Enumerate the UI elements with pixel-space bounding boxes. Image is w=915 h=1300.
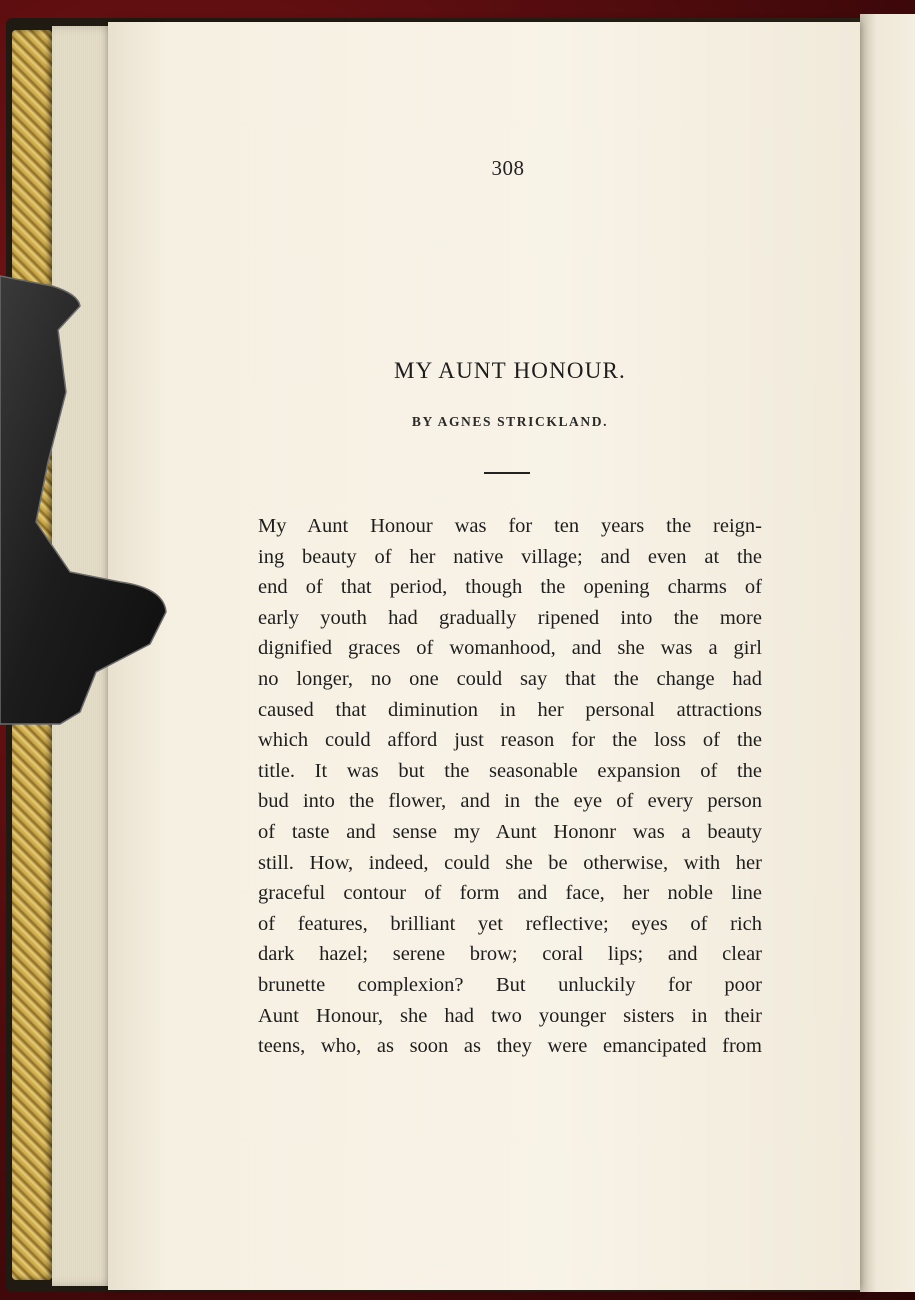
text-line: end of that period, though the opening charms of [258, 576, 762, 599]
text-line: of taste and sense my Aunt Hononr was a beauty [258, 820, 762, 843]
text-line: of features, brilliant yet reflective; eyes of rich [258, 912, 762, 935]
title-divider-rule [484, 472, 530, 474]
text-line: ing beauty of her native village; and even at the [258, 545, 762, 568]
text-line: bud into the flower, and in the eye of every person [258, 790, 762, 813]
text-line: which could afford just reason for the loss of the [258, 729, 762, 752]
text-line: dignified graces of womanhood, and she was a girl [258, 637, 762, 660]
text-line: still. How, indeed, could she be otherwise, with her [258, 851, 762, 874]
text-line: teens, who, as soon as they were emancipated from [258, 1035, 762, 1058]
text-line: Aunt Honour, she had two younger sisters in their [258, 1004, 762, 1027]
text-line: caused that diminution in her personal attractions [258, 698, 762, 721]
facing-page-edge [860, 14, 915, 1292]
page-number: 308 [491, 156, 525, 180]
text-line: title. It was but the seasonable expansion of the [258, 759, 762, 782]
text-line: brunette complexion? But unluckily for poor [258, 973, 762, 996]
chapter-title: MY AUNT HONOUR. [393, 358, 627, 383]
text-line: dark hazel; serene brow; coral lips; and clear [258, 943, 762, 966]
body-text [258, 511, 762, 1062]
text-line: My Aunt Honour was for ten years the reign- [258, 515, 762, 537]
author-byline: BY AGNES STRICKLAND. [411, 414, 609, 429]
bookmark-clip [0, 272, 170, 727]
text-line: graceful contour of form and face, her noble line [258, 882, 762, 905]
text-line: early youth had gradually ripened into the more [258, 606, 762, 629]
text-line: no longer, no one could say that the change had [258, 667, 762, 690]
